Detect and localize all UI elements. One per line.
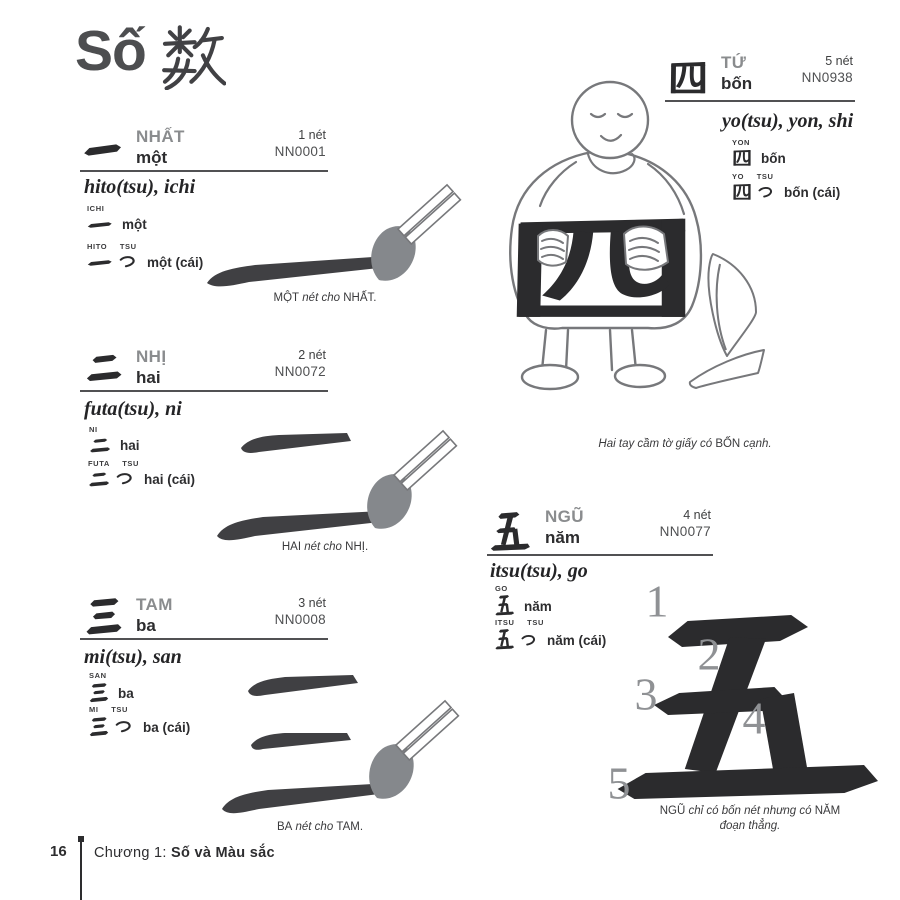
hiragana-tsu-icon [114, 719, 134, 737]
reading-five: itsu(tsu), go [490, 560, 588, 582]
vocab-two-a [89, 425, 140, 455]
ruby-label: ICHI [87, 204, 105, 213]
stroke-count: 1 nét [298, 128, 326, 142]
ruby-label: ITSU TSU [495, 618, 544, 627]
footer-divider [80, 840, 82, 900]
hiragana-tsu-icon [115, 471, 135, 489]
kanji-one-icon [87, 214, 113, 234]
entry-info [660, 508, 711, 541]
meaning-label: năm [545, 528, 580, 547]
entry-five-header [487, 504, 713, 556]
vocab-gloss: bốn (cái) [784, 185, 841, 200]
brush-handle-icon [394, 431, 456, 490]
stroke-number: 2 [697, 628, 721, 680]
left-hand-icon [538, 230, 568, 266]
ruby-label: YO TSU [732, 172, 774, 181]
brush-handle-icon [396, 701, 458, 760]
vocab-three-b [89, 705, 190, 737]
brush-handle-icon [398, 185, 460, 244]
reading-four: yo(tsu), yon, shi [722, 110, 854, 132]
entry-three-header [80, 592, 328, 640]
vocab-gloss: ba [118, 686, 134, 701]
vocab-gloss: năm [524, 599, 552, 614]
stroke-count: 5 nét [825, 54, 853, 68]
caption-four: Hai tay cầm tờ giấy có BỐN cạnh. [598, 438, 772, 450]
kanji-one-icon [83, 128, 123, 168]
legs-icon [522, 330, 665, 389]
stroke-number: 4 [742, 692, 766, 744]
vocab-one-b [87, 242, 203, 272]
right-hand-icon [624, 227, 668, 270]
kanji-one-icon [87, 252, 113, 272]
vocab-two-b [88, 459, 195, 489]
brush-stroke-one-illustration [203, 176, 463, 308]
vocab-gloss: một [122, 217, 147, 232]
han-viet-label: TAM [136, 595, 173, 614]
caption-one: MỘT nét cho NHẤT. [273, 292, 377, 304]
stroke-count: 2 nét [298, 348, 326, 362]
ruby-label: HITO TSU [87, 242, 137, 251]
vocab-gloss: hai [120, 438, 140, 453]
hiragana-tsu-icon [118, 254, 138, 272]
entry-two-header [80, 344, 328, 392]
vocab-one-a [87, 204, 147, 234]
stroke-number: 3 [634, 668, 658, 720]
chapter-title: Chương 1: Số và Màu sắc [94, 845, 275, 861]
han-viet-label: NHỊ [136, 347, 167, 366]
kanji-three-icon [85, 594, 123, 636]
stroke-count: 3 nét [298, 596, 326, 610]
page-title-word: Số [75, 19, 146, 83]
entry-code: NN0008 [274, 611, 326, 627]
page-title [75, 18, 226, 90]
entry-code: NN0938 [801, 69, 853, 85]
vocab-three-a [89, 671, 134, 703]
page-number: 16 [50, 843, 67, 860]
ruby-label: NI [89, 425, 98, 434]
meaning-label: một [136, 148, 168, 167]
kanji-two-icon [88, 469, 110, 489]
meaning-label: ba [136, 616, 156, 635]
vocab-gloss: năm (cái) [547, 633, 607, 648]
entry-code: NN0001 [274, 143, 326, 159]
vocab-gloss: ba (cái) [143, 720, 191, 735]
kanji-three-icon [89, 681, 109, 703]
stroke-count: 4 nét [683, 508, 711, 522]
caption-three: BA nét cho TAM. [276, 821, 364, 833]
entry-info [275, 128, 326, 161]
reading-three: mi(tsu), san [84, 646, 182, 668]
entry-info [275, 348, 326, 381]
ruby-label: YON [732, 138, 751, 147]
entry-one-header [80, 124, 328, 172]
han-viet-label: NHẤT [136, 127, 185, 146]
kanji-two-icon [89, 435, 111, 455]
meaning-label: bốn [721, 74, 753, 93]
meaning-label: hai [136, 368, 161, 387]
entry-code: NN0072 [274, 363, 326, 379]
ruby-label: GO [495, 584, 508, 593]
hiragana-tsu-icon [520, 633, 538, 650]
vocab-gloss: bốn [761, 151, 786, 166]
kanji-five-icon [495, 594, 515, 616]
vocab-gloss: một (cái) [147, 255, 204, 270]
entry-info [275, 596, 326, 629]
kanji-su-title-icon [160, 24, 226, 90]
ruby-label: SAN [89, 671, 107, 680]
vocab-gloss: hai (cái) [144, 472, 196, 487]
brush-stroke-three-illustration [203, 664, 467, 824]
person-holding-four-illustration [480, 78, 870, 398]
kanji-five-icon [490, 510, 532, 552]
reading-one: hito(tsu), ichi [84, 176, 196, 198]
caption-two: HAI nét cho NHỊ. [281, 541, 369, 553]
stroke-number: 5 [607, 757, 631, 809]
han-viet-label: NGŨ [545, 507, 584, 526]
ruby-label: FUTA TSU [88, 459, 140, 468]
han-viet-label: TỨ [721, 53, 747, 72]
kanji-two-icon [85, 348, 123, 386]
vocab-five-a [495, 584, 552, 616]
ruby-label: MI TSU [89, 705, 129, 714]
brush-stroke-two-illustration [203, 424, 463, 556]
entry-code: NN0077 [659, 523, 711, 539]
kanji-five-icon [495, 628, 515, 650]
vocab-five-b [495, 618, 606, 650]
caption-five: NGŨ chỉ có bốn nét nhưng có NĂM đoạn thẳng. [659, 805, 841, 832]
kanji-three-icon [89, 715, 109, 737]
reading-two: futa(tsu), ni [84, 398, 182, 420]
stroke-number: 1 [645, 575, 669, 627]
